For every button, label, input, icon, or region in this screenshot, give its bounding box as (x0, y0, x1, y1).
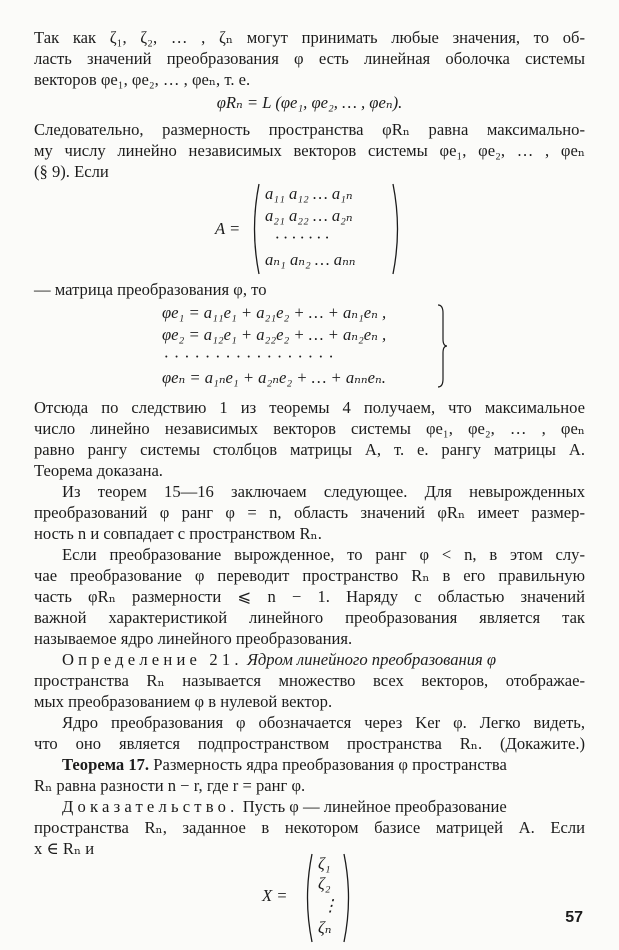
text-line: Rₙ равна разности n − r, где r = ранг φ. (34, 776, 306, 795)
right-paren-icon (391, 182, 403, 276)
proof-line (62, 797, 585, 818)
text-line: Следовательно, размерность пространства φRₙ равна максимально- (34, 120, 585, 139)
matrix-a-row: a₂₁ a₂₂ … a₂ₙ (265, 206, 353, 225)
text-line: называемое ядро линейного преобразования. (34, 629, 353, 648)
text-line: Теорема доказана. (34, 461, 163, 480)
vector-x-label: X = (262, 886, 288, 905)
formula-range: φRₙ = L (φe₁, φe₂, … , φeₙ). (216, 93, 403, 112)
vector-x-row: ζ₂ (318, 874, 331, 893)
vector-x-row: ζₙ (318, 918, 332, 937)
text-line: x ∈ Rₙ и (34, 839, 95, 858)
text-line: векторов φe₁, φe₂, … , φeₙ, т. е. (34, 70, 251, 89)
equation-row: φe₁ = a₁₁e₁ + a₂₁e₂ + … + aₙ₁eₙ , (162, 303, 387, 322)
definition-heading: Определение 21. (62, 650, 243, 669)
text-line: число линейно независимых векторов системы φe₁, φe₂, … , φeₙ (34, 419, 585, 438)
matrix-a-row: · · · · · · · (275, 228, 329, 247)
vector-x-row: ζ₁ (318, 854, 331, 873)
right-brace-icon (436, 303, 448, 389)
text-line: ласть значений преобразования φ есть линейная оболочка системы (34, 49, 585, 68)
text-line: часть φRₙ размерности ⩽ n − 1. Наряду с областью значений (34, 587, 585, 606)
text-line: мых преобразованием φ в нулевой вектор. (34, 692, 333, 711)
left-paren-icon (249, 182, 261, 276)
text-line: чае преобразование φ переводит пространство Rₙ в его правильную (34, 566, 585, 585)
text-line: (§ 9). Если (34, 162, 109, 181)
equation-row: · · · · · · · · · · · · · · · · · (164, 347, 334, 366)
vector-x (262, 852, 372, 944)
equation-system (162, 301, 452, 391)
equation-row: φeₙ = a₁ₙe₁ + a₂ₙe₂ + … + aₙₙeₙ. (162, 368, 386, 387)
vector-x-row: ⋮ (322, 896, 339, 915)
text-line: Так как ζ₁, ζ₂, … , ζₙ могут принимать любые значения, то об- (34, 28, 585, 47)
text-line: му числу линейно независимых векторов системы φe₁, φe₂, … , φeₙ (34, 141, 585, 160)
definition-line (62, 650, 585, 671)
theorem-heading: Теорема 17. (62, 755, 150, 774)
proof-text: Пусть φ — линейное преобразование (242, 797, 507, 816)
text-line: пространства Rₙ, заданное в некотором базисе матрицей A. Если (34, 818, 585, 837)
page-number: 57 (565, 909, 583, 926)
matrix-a-label: A = (215, 219, 241, 238)
theorem-text: Размерность ядра преобразования φ пространства (153, 755, 507, 774)
text-line: пространства Rₙ называется множество всех векторов, отображае- (34, 671, 585, 690)
matrix-a-row: aₙ₁ aₙ₂ … aₙₙ (265, 250, 356, 269)
text-line: Если преобразование вырожденное, то ранг φ < n, в этом слу- (62, 545, 585, 564)
text-line: равно рангу системы столбцов матрицы A, т. е. рангу матрицы A. (34, 440, 585, 459)
text-line: Из теорем 15—16 заключаем следующее. Для невырожденных (62, 482, 585, 501)
equation-row: φe₂ = a₁₂e₁ + a₂₂e₂ + … + aₙ₂eₙ , (162, 325, 387, 344)
right-paren-icon (342, 852, 354, 944)
text-line: важной характеристикой линейного преобразования является так (34, 608, 585, 627)
text-line: Ядро преобразования φ обозначается через Ker φ. Легко видеть, (62, 713, 585, 732)
text-line: что оно является подпространством пространства Rₙ. (Докажите.) (34, 734, 585, 753)
text-line: — матрица преобразования φ, то (34, 280, 267, 299)
matrix-a-row: a₁₁ a₁₂ … a₁ₙ (265, 184, 353, 203)
text-line: преобразований φ ранг φ = n, область значений φRₙ имеет размер- (34, 503, 585, 522)
left-paren-icon (302, 852, 314, 944)
proof-heading: Доказательство. (62, 797, 239, 816)
matrix-a (215, 182, 415, 277)
text-line: Отсюда по следствию 1 из теоремы 4 получаем, что максимальное (34, 398, 585, 417)
text-line: ность n и совпадает с пространством Rₙ. (34, 524, 322, 543)
definition-term: Ядром линейного преобразования φ (246, 650, 497, 669)
theorem-line (62, 755, 585, 776)
